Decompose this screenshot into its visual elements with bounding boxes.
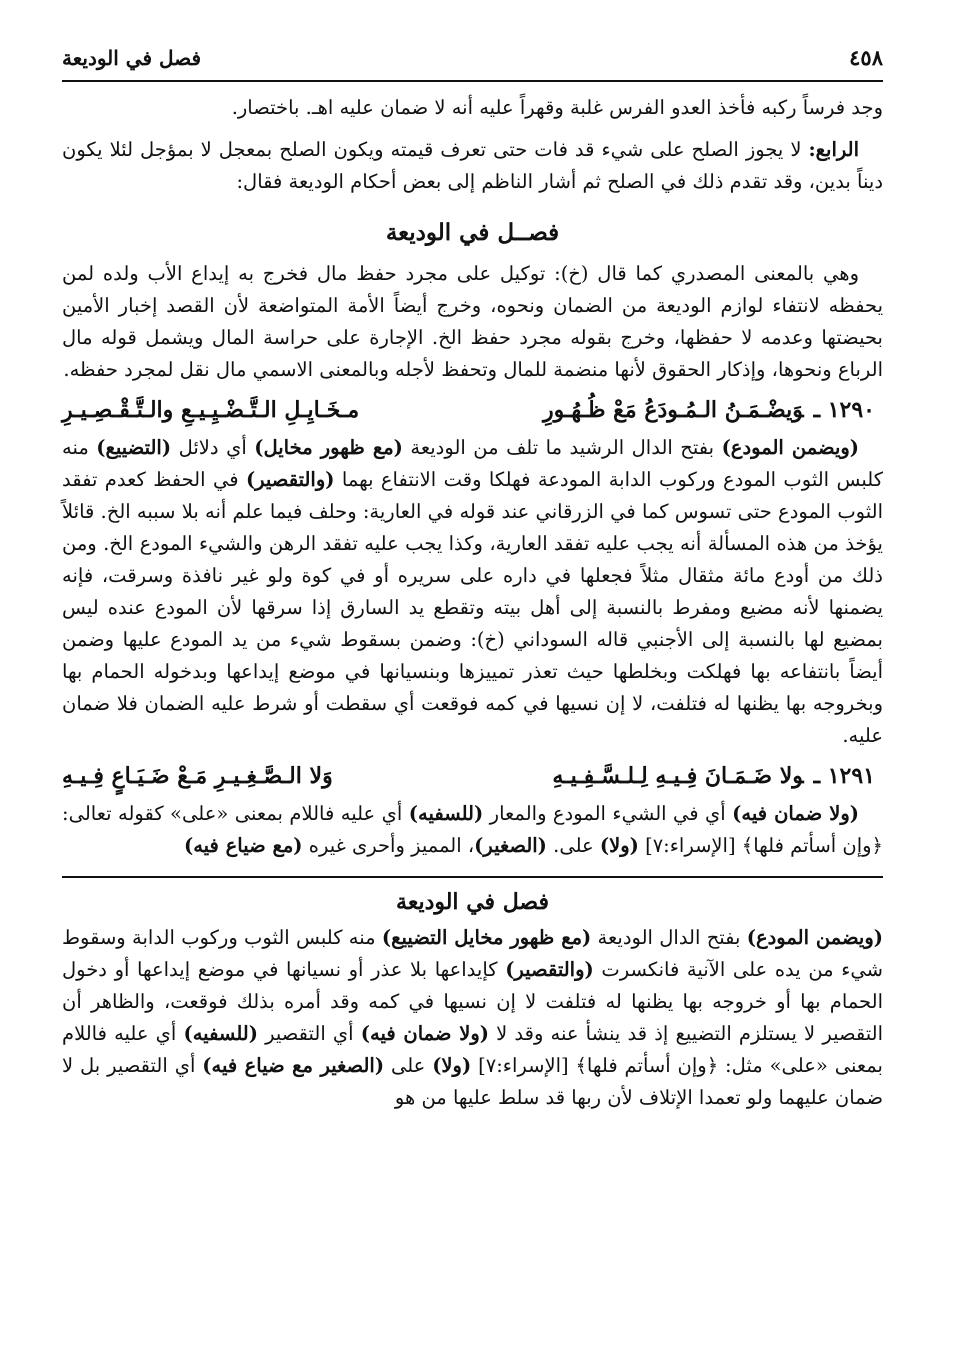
intro-paragraph-1: وجد فرساً ركبه فأخذ العدو الفرس غلبة وقهراً عليه أنه لا ضمان عليه اهـ. باختصار. xyxy=(231,96,883,119)
commentary-1290: (ويضمن المودع) بفتح الدال الرشيد ما تلف من الوديعة (مع ظهور مخايل) أي دلائل (التضييع) منه كلبس الثوب المودع وركوب الدابة المودعة فهلكا وقت الانتفاع بهما (والتقصير) في الحفظ كعدم تفقد الثوب المودع حتى تسوس كما في الزرقاني عند قوله في العارية: وحلف فيما علم أنه بلا سببه الخ. قائلاً يؤخذ من هذه المسألة أنه يجب عليه تفقد العارية، وكذا يجب عليه تفقد الرهن والشيء المودع الخ. ومن ذلك من أودع مائة مثقال مثلاً فجعلها في داره على سريره أو في كوة ولو غير نافذة وسرقت، فإنه يضمنها لأنه مضيع ومفرط بالنسبة إلى أهل بيته وتقطع يد السارق إذا سرقها لأن المودع عنده ليس بمضيع لها بالنسبة إلى الأجنبي قاله السوداني (خ): وضمن بسقوط شيء من يد المودع عليها وضمن أيضاً بانتفاعه بها فهلكت وبخلطها حيث تعذر تمييزها وبنسيانها في موضع إيداعها وبدخوله الحمام بها وبخروجه بها يظنها له فتلفت، لا إن نسيها في كمه فوقعت أي سقطت أو شرط عليه الضمان فلا ضمان عليه. xyxy=(62,436,883,747)
verse-1291 xyxy=(62,758,883,794)
verse-first-hemistich: ١٢٩١ ـولا ضَـمَـانَ فِـيـهِ لِـلـسَّـفِـيـهِ xyxy=(552,763,875,789)
footnote-divider xyxy=(62,876,883,878)
definition-paragraph: وهي بالمعنى المصدري كما قال (خ): توكيل على مجرد حفظ مال فخرج به إيداع الأب ولده لمن يحفظه لانتفاء لوازم الوديعة من الضمان ونحوه، وخرج أيضاً الأمة المتواضعة لأن القصد إخبار الأمين بحيضتها وعدمه لا حفظها، وخرج بقوله مجرد حفظ الخ. الإجارة على حراسة المال ويشمل قوله مال الرباع ونحوها، وإذكار الحقوق لأنها منضمة للمال وتحفظ لأجله وبالمعنى الاسمي مال نقل لمجرد حفظه. xyxy=(62,262,883,381)
running-title: فصل في الوديعة xyxy=(62,46,202,70)
point-label: الرابع: xyxy=(808,138,859,161)
verse-1290 xyxy=(62,392,883,428)
verse-first-hemistich: ١٢٩٠ ـوَيضْـمَـنُ الـمُـودَعُ مَعْ ظُـهُـورِ xyxy=(542,397,875,423)
bottom-commentary-title: فصل في الوديعة xyxy=(396,889,549,915)
bottom-commentary: (ويضمن المودع) بفتح الدال الوديعة (مع ظهور مخايل التضييع) منه كلبس الثوب وركوب الدابة وسقوط شيء من يده على الآنية فانكسرت (والتقصير) كإيداعها بلا عذر أو نسيانها في موضع إيداعها أو دخول الحمام بها أو خروجه بها يظنها له فتلفت لا إن نسيها في كمه وقد أمره بذلك فوقعت، والظاهر أن التقصير لا يستلزم التضييع إذ قد ينشأ عنه وقد لا (ولا ضمان فيه) أي التقصير (للسفيه) أي عليه فاللام بمعنى «على» مثل: ﴿وإن أسأتم فلها﴾ [الإسراء:٧] (ولا) على (الصغير مع ضياع فيه) أي التقصير بل لا ضمان عليهما ولو تعمدا الإتلاف لأن ربها قد سلط عليها من هو xyxy=(62,926,883,1109)
section-title: فصــل في الوديعة xyxy=(385,219,560,246)
verse-second-hemistich: وَلا الـصَّـغِـيـرِ مَـعْ ضَـيَـاعٍ فِـيـهِ xyxy=(62,763,333,789)
intro-paragraph-2 xyxy=(62,134,883,198)
point-text: لا يجوز الصلح على شيء قد فات حتى تعرف قيمته ويكون الصلح بمعجل لا بمؤجل لئلا يكون ديناً بدين، وقد تقدم ذلك في الصلح ثم أشار الناظم إلى بعض أحكام الوديعة فقال: xyxy=(62,138,883,193)
verse-number: ١٢٩٠ ـ xyxy=(813,397,875,423)
verse-second-hemistich: مـخَـايِـلِ الـتَّـضْـيِـيـعِ والـتَّـقْـصِـيـرِ xyxy=(62,397,360,423)
page-number: ٤٥٨ xyxy=(849,45,883,70)
commentary-1291: (ولا ضمان فيه) أي في الشيء المودع والمعار (للسفيه) أي عليه فاللام بمعنى «على» كقوله تعالى: ﴿وإن أسأتم فلها﴾ [الإسراء:٧] (ولا) على. (الصغير)، المميز وأحرى غيره (مع ضياع فيه) xyxy=(62,802,883,857)
verse-number: ١٢٩١ ـ xyxy=(813,763,875,789)
running-head xyxy=(62,44,883,82)
